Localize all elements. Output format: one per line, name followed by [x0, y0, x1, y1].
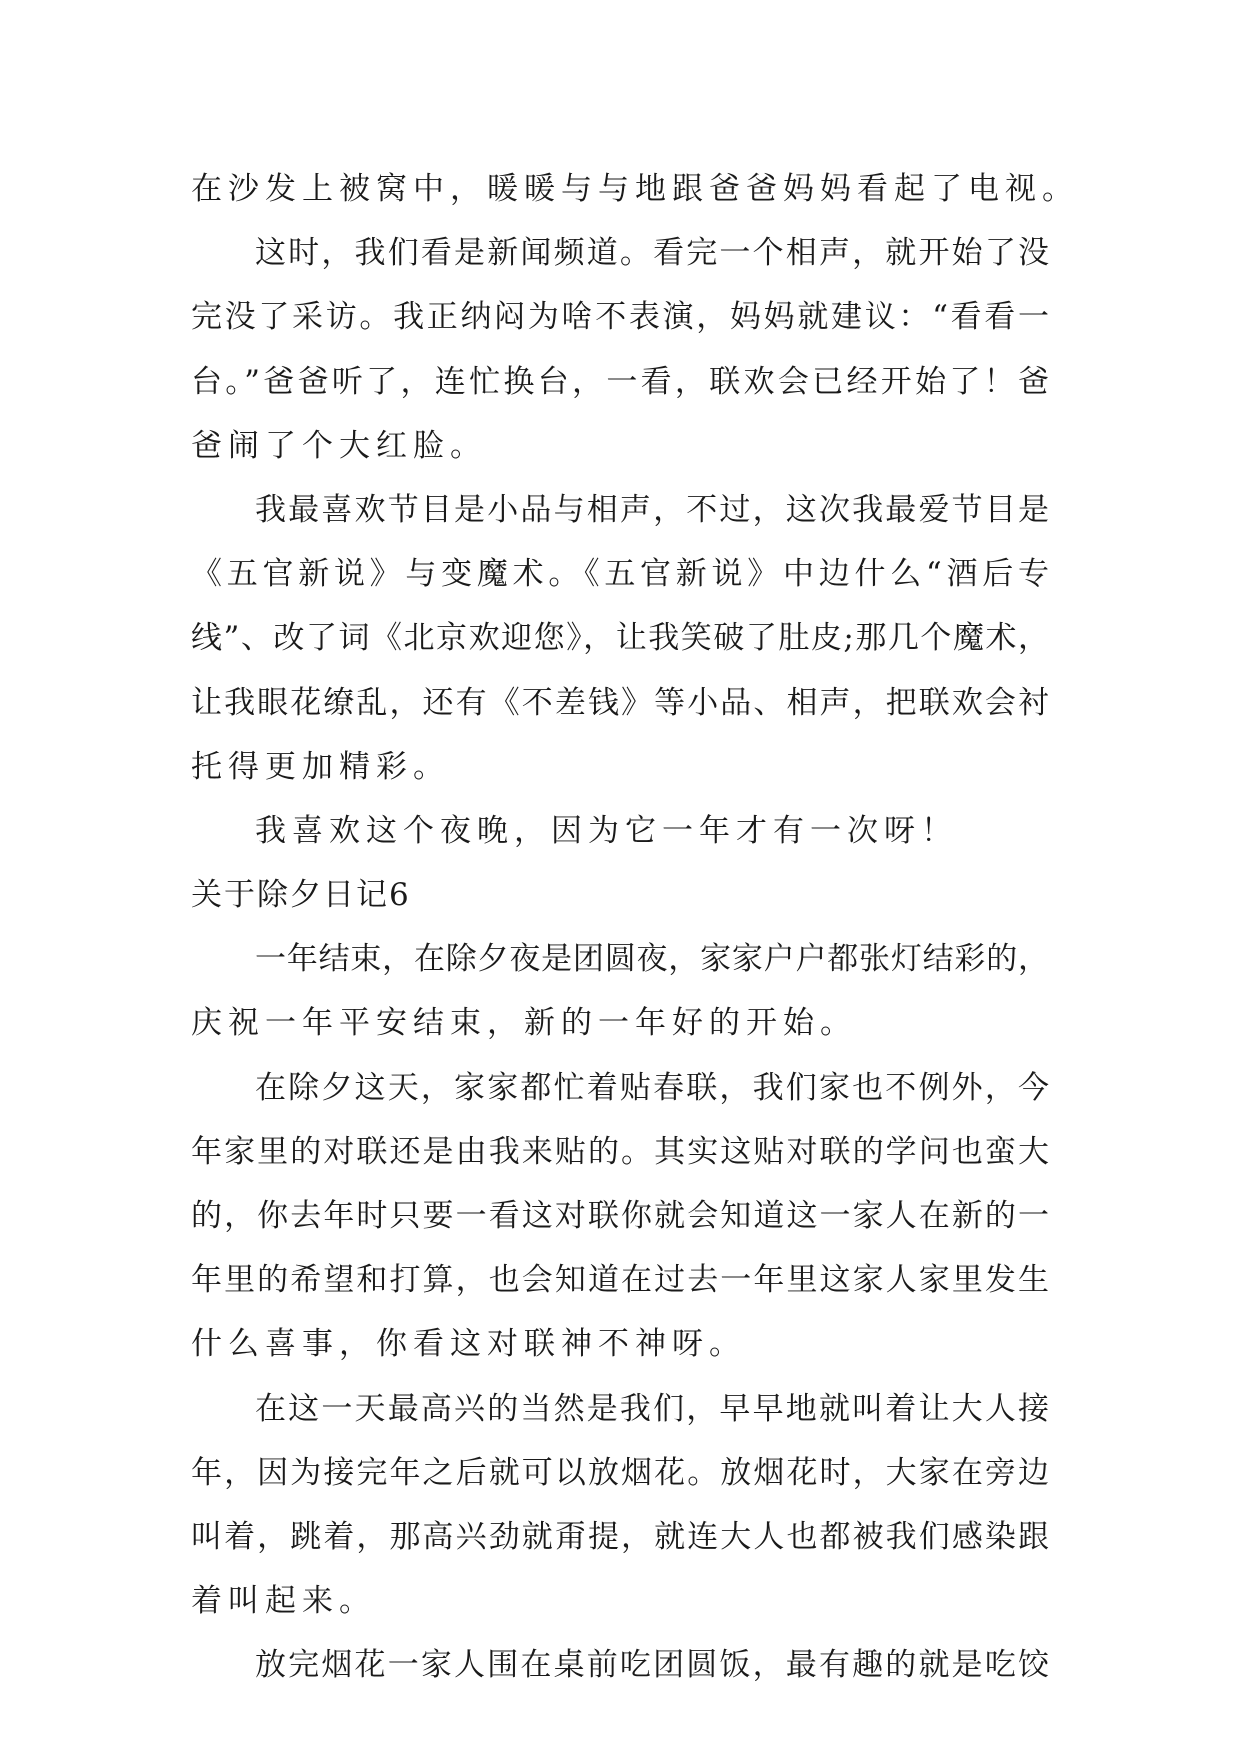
- text-line: 年家里的对联还是由我来贴的。其实这贴对联的学问也蛮大: [191, 1133, 1049, 1170]
- text-line: 托得更加精彩。: [191, 748, 450, 785]
- text-line: 什么喜事，你看这对联神不神呀。: [191, 1326, 746, 1363]
- text-line: 放完烟花一家人围在桌前吃团圆饭，最有趣的就是吃饺: [255, 1647, 1049, 1684]
- text-line: 庆祝一年平安结束，新的一年好的开始。: [191, 1005, 857, 1042]
- text-line: 我最喜欢节目是小品与相声，不过，这次我最爱节目是: [255, 491, 1049, 528]
- text-line: 这时，我们看是新闻频道。看完一个相声，就开始了没: [255, 235, 1049, 272]
- text-line: 在除夕这天，家家都忙着贴春联，我们家也不例外，今: [255, 1069, 1049, 1106]
- text-line: 我喜欢这个夜晚，因为它一年才有一次呀！: [255, 812, 958, 849]
- text-line: 年，因为接完年之后就可以放烟花。放烟花时，大家在旁边: [191, 1454, 1049, 1491]
- text-line: 一年结束，在除夕夜是团圆夜，家家户户都张灯结彩的，: [255, 941, 1049, 978]
- text-line: 线”、改了词《北京欢迎您》，让我笑破了肚皮;那几个魔术，: [191, 620, 1049, 657]
- text-line: 在这一天最高兴的当然是我们，早早地就叫着让大人接: [255, 1390, 1049, 1427]
- text-line: 着叫起来。: [191, 1583, 376, 1620]
- text-line: 爸闹了个大红脸。: [191, 427, 487, 464]
- text-line: 叫着，跳着，那高兴劲就甭提，就连大人也都被我们感染跟: [191, 1518, 1049, 1555]
- text-line: 完没了采访。我正纳闷为啥不表演，妈妈就建议：“看看一: [191, 299, 1049, 336]
- text-line: 年里的希望和打算，也会知道在过去一年里这家人家里发生: [191, 1262, 1049, 1299]
- text-line: 让我眼花缭乱，还有《不差钱》等小品、相声，把联欢会衬: [191, 684, 1049, 721]
- essay-body: [191, 157, 1079, 1698]
- text-line: 台。”爸爸听了，连忙换台，一看，联欢会已经开始了！爸: [191, 363, 1049, 400]
- text-line: 的，你去年时只要一看这对联你就会知道这一家人在新的一: [191, 1198, 1049, 1234]
- section-heading: 关于除夕日记6: [191, 877, 411, 914]
- text-line: 在沙发上被窝中，暖暖与与地跟爸爸妈妈看起了电视。: [191, 171, 1079, 207]
- text-line: 《五官新说》与变魔术。《五官新说》中边什么“酒后专: [191, 556, 1049, 593]
